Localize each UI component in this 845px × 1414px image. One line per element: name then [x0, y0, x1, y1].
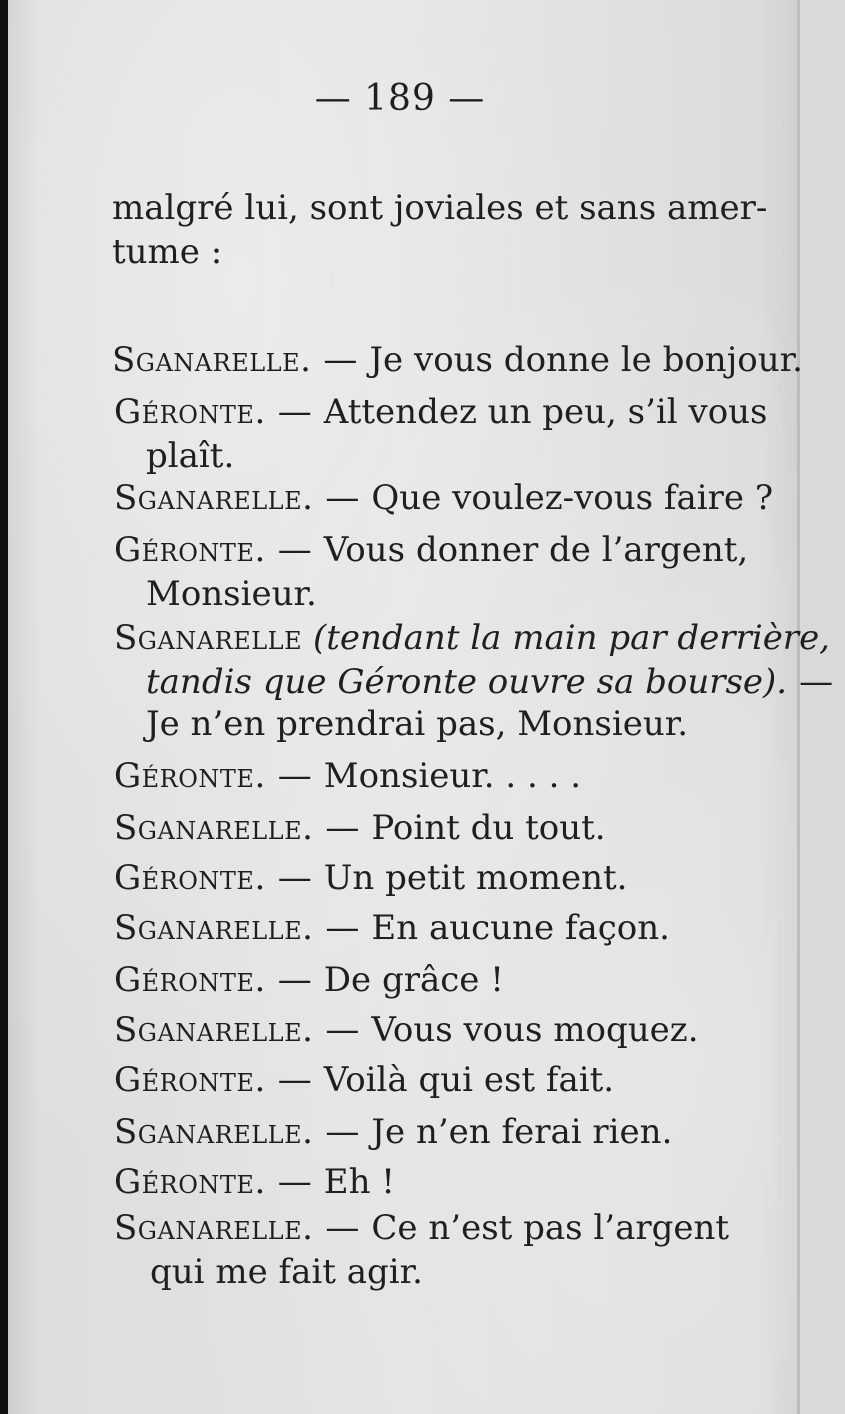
stage-direction: tandis que Géronte ouvre sa bourse).: [146, 662, 788, 702]
dialogue-continuation: Monsieur.: [146, 574, 317, 614]
speaker-name: Sganarelle.: [114, 808, 314, 848]
page-right-edge: [797, 0, 800, 1414]
dash: —: [323, 340, 358, 380]
dash: —: [277, 756, 312, 796]
dash: —: [277, 530, 312, 570]
dialogue-line: [114, 756, 581, 796]
speaker-name: Géronte.: [114, 392, 266, 432]
dash: —: [325, 1208, 360, 1248]
speaker-name: Sganarelle.: [114, 908, 314, 948]
speaker-name: Géronte.: [114, 1060, 266, 1100]
dash: —: [325, 1010, 360, 1050]
page-number: — 189 —: [314, 78, 486, 119]
dialogue-line: [114, 808, 606, 848]
page-binding-edge: [0, 0, 8, 1414]
dialogue-text: Attendez un peu, s’il vous: [323, 392, 768, 432]
dialogue-line: [114, 478, 773, 518]
dialogue-line: [114, 960, 504, 1000]
dialogue-line: [114, 618, 830, 658]
dialogue-text: Point du tout.: [371, 808, 606, 848]
dialogue-line: [114, 530, 748, 570]
dialogue-line: [114, 858, 627, 898]
dialogue-text: Eh !: [323, 1162, 395, 1202]
dialogue-line: [114, 1162, 395, 1202]
intro-line-2: tume :: [112, 232, 223, 272]
dialogue-text: Que voulez-vous faire ?: [371, 478, 774, 518]
dialogue-text: Un petit moment.: [323, 858, 628, 898]
dash: —: [325, 908, 360, 948]
speaker-name: Géronte.: [114, 960, 266, 1000]
dialogue-text: Monsieur. . . . .: [323, 756, 582, 796]
dash: —: [325, 478, 360, 518]
speaker-name: Géronte.: [114, 756, 266, 796]
dash: —: [277, 960, 312, 1000]
dialogue-continuation: [146, 662, 845, 702]
speaker-name: Sganarelle.: [114, 1112, 314, 1152]
dialogue-continuation: Je n’en prendrai pas, Monsieur.: [146, 704, 689, 744]
dash: —: [799, 662, 834, 702]
speaker-name: Géronte.: [114, 858, 266, 898]
dash: —: [277, 1162, 312, 1202]
dash: —: [325, 1112, 360, 1152]
dialogue-text: Vous donner de l’argent,: [323, 530, 749, 570]
dialogue-text: Je vous donne le bonjour.: [369, 340, 803, 380]
speaker-name: Sganarelle.: [114, 1010, 314, 1050]
dialogue-text: En aucune façon.: [371, 908, 670, 948]
dialogue-line: [114, 1112, 672, 1152]
dialogue-line: [114, 908, 670, 948]
dialogue-line: [114, 1010, 699, 1050]
dialogue-text: De grâce !: [323, 960, 504, 1000]
dialogue-line: [114, 392, 768, 432]
dialogue-line: [112, 340, 803, 380]
speaker-name: Géronte.: [114, 530, 266, 570]
dash: —: [325, 808, 360, 848]
dialogue-line: [114, 1060, 614, 1100]
speaker-name: Géronte.: [114, 1162, 266, 1202]
dialogue-text: Ce n’est pas l’argent: [371, 1208, 730, 1248]
dash: —: [277, 1060, 312, 1100]
dialogue-text: Je n’en ferai rien.: [371, 1112, 673, 1152]
speaker-name: Sganarelle.: [112, 340, 312, 380]
speaker-name: Sganarelle.: [114, 1208, 314, 1248]
dialogue-line: [114, 1208, 729, 1248]
dialogue-continuation: plaît.: [146, 436, 235, 476]
speaker-name: Sganarelle.: [114, 478, 314, 518]
stage-direction: (tendant la main par derrière,: [312, 618, 830, 658]
dash: —: [277, 392, 312, 432]
speaker-name: Sganarelle: [114, 618, 303, 658]
dash: —: [277, 858, 312, 898]
dialogue-continuation: qui me fait agir.: [150, 1252, 423, 1292]
dialogue-text: Voilà qui est fait.: [323, 1060, 615, 1100]
intro-line-1: malgré lui, sont joviales et sans amer-: [112, 188, 768, 228]
dialogue-text: Vous vous moquez.: [371, 1010, 699, 1050]
